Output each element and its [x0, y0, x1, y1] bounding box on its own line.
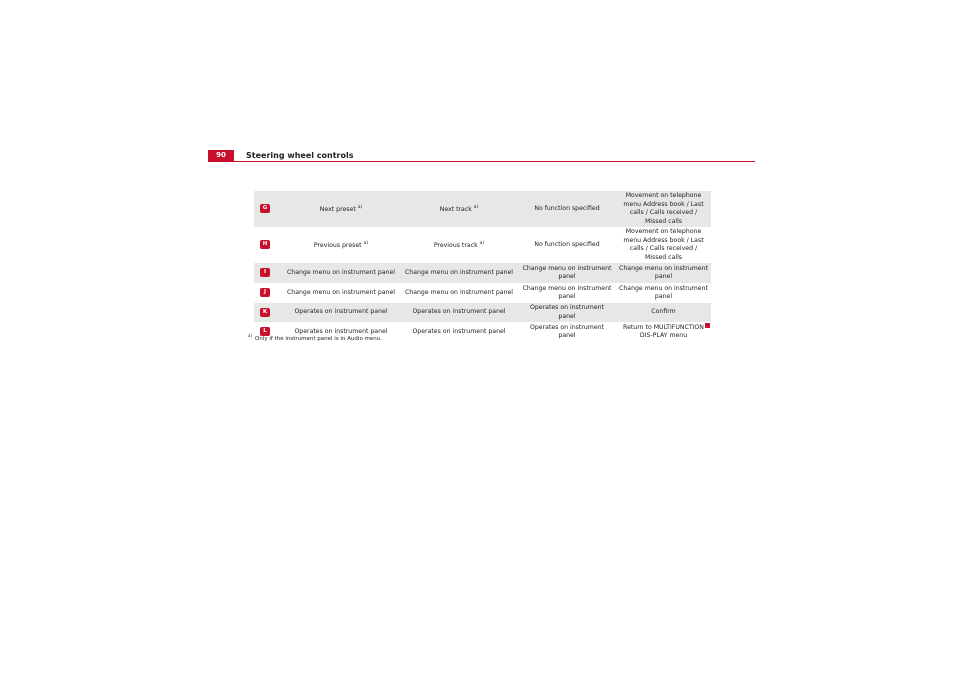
table-row [254, 283, 711, 303]
table-cell: Change menu on instrument panel [282, 263, 400, 283]
section-title: Steering wheel controls [246, 151, 354, 160]
table-row [254, 227, 711, 263]
table-cell: No function specified [518, 227, 616, 263]
table-row [254, 191, 711, 227]
table-cell: Change menu on instrument panel [282, 283, 400, 303]
footnote [248, 333, 382, 342]
table-cell: Operates on instrument panel [518, 303, 616, 322]
table-cell: Return to MULTIFUNCTION DIS-PLAY menu [616, 322, 711, 342]
footnote-mark: a) [248, 333, 253, 338]
button-key-icon: K [260, 308, 270, 317]
table-cell: Operates on instrument panel [282, 303, 400, 322]
table-cell: Change menu on instrument panel [400, 283, 518, 303]
table-cell: Change menu on instrument panel [518, 263, 616, 283]
table-cell: Change menu on instrument panel [616, 263, 711, 283]
button-key-icon: J [260, 288, 270, 297]
table-cell: Operates on instrument panel [400, 303, 518, 322]
table-row [254, 303, 711, 322]
table-cell: Change menu on instrument panel [616, 283, 711, 303]
steering-controls-table [254, 191, 711, 342]
table-cell: Next track $^{a)}$ [400, 191, 518, 227]
table-cell: Movement on telephone menu Address book / Last calls / Calls received / Missed calls [616, 191, 711, 227]
table-cell: Previous track $^{a)}$ [400, 227, 518, 263]
table-cell: Previous preset $^{a)}$ [282, 227, 400, 263]
table-cell: Next preset $^{a)}$ [282, 191, 400, 227]
table-cell: Confirm [616, 303, 711, 322]
table-row [254, 263, 711, 283]
table-cell: Change menu on instrument panel [400, 263, 518, 283]
table-cell: Change menu on instrument panel [518, 283, 616, 303]
table-cell: No function specified [518, 191, 616, 227]
footnote-text: Only if the instrument panel is in Audio menu. [255, 335, 383, 342]
table-cell: Operates on instrument panel [282, 322, 400, 342]
section-end-marker [705, 323, 710, 328]
page-header [208, 150, 755, 162]
table-cell: Operates on instrument panel [518, 322, 616, 342]
button-key-icon: L [260, 327, 270, 336]
button-key-icon: G [260, 204, 270, 213]
table-cell: Movement on telephone menu Address book / Last calls / Calls received / Missed calls [616, 227, 711, 263]
button-key-icon: I [260, 268, 270, 277]
button-key-icon: H [260, 240, 270, 249]
page-number: 90 [208, 150, 234, 161]
table-cell: Operates on instrument panel [400, 322, 518, 342]
